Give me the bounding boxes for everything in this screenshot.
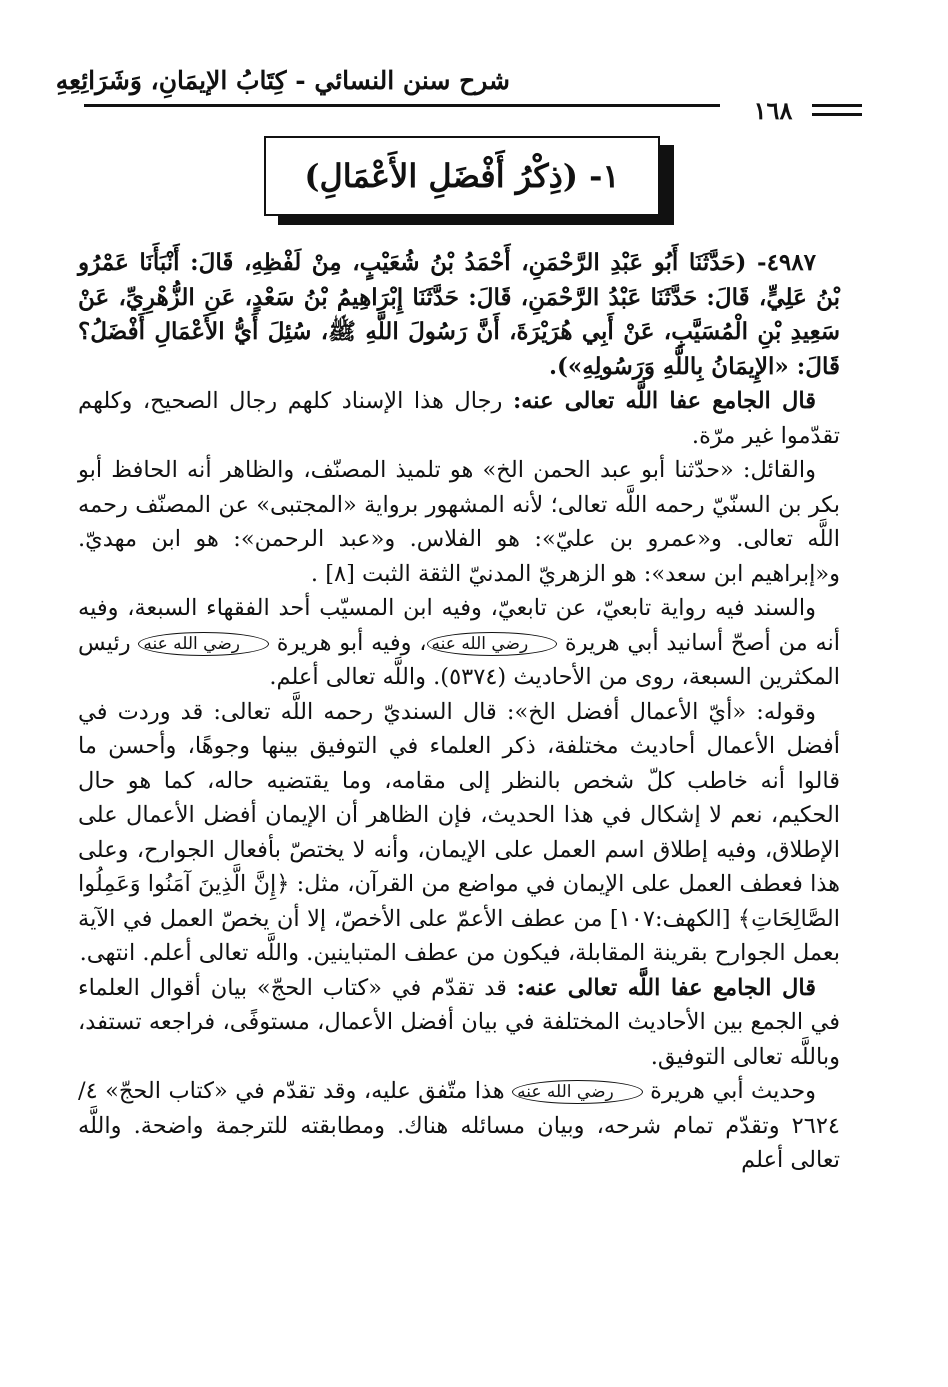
header-rule bbox=[84, 104, 720, 107]
hadith-text bbox=[78, 246, 840, 384]
running-title: شرح سنن النسائي - كِتَابُ الإيمَانِ، وَشَرَائِعِهِ bbox=[55, 66, 510, 95]
paragraph-text: وحديث أبي هريرة bbox=[650, 1078, 816, 1104]
compiler-lead: قال الجامع عفا اللَّه تعالى عنه: bbox=[516, 974, 817, 1001]
companion-seal-icon: رضي الله عنه bbox=[427, 632, 558, 656]
paragraph-speaker bbox=[78, 453, 840, 591]
prophet-salutation-seal: ﷺ bbox=[328, 318, 356, 345]
paragraph-text: والقائل: «حدّثنا أبو عبد الحمن الخ» هو تلميذ المصنّف، والظاهر أنه الحافظ أبو بكر بن السنّيّ رحمه اللَّه تعالى؛ لأنه المشهور برواية «المجتبى» عن المصنّف رحمه اللَّه تعالى. و«عمرو بن عليّ»: هو الفلاس. و«عبد الرحمن»: هو ابن مهديّ. و«إبراهيم ابن سعد»: هو الزهريّ المدنيّ الثقة الثبت [٨] . bbox=[78, 457, 840, 587]
page-number: ١٦٨ bbox=[753, 96, 793, 125]
paragraph-text: والسند فيه رواية تابعيّ، عن تابعيّ، وفيه ابن المسيّب أحد الفقهاء السبعة، وفيه أنه من أصحّ أسانيد أبي هريرة bbox=[78, 595, 841, 656]
paragraph-compiler-note bbox=[78, 971, 840, 1075]
paragraph-text: قد تقدّم في «كتاب الحجّ» بيان أقوال العلماء في الجمع بين الأحاديث المختلفة في بيان أفضل الأعمال، مستوفًى، فراجعه تستفد، وباللَّه تعالى التوفيق. bbox=[78, 974, 840, 1070]
paragraph-conclusion bbox=[78, 1074, 840, 1178]
body-text bbox=[78, 246, 840, 1178]
paragraph-text: رجال هذا الإسناد كلهم رجال الصحيح، وكلهم تقدّموا غير مرّة. bbox=[78, 388, 840, 449]
header-double-rule-top bbox=[812, 104, 862, 107]
hadith-matn: ، سُئِلَ أَيُّ الأَعْمَالِ أَفْضَلُ؟ قَالَ: «الإِيمَانُ بِاللَّهِ وَرَسُولِهِ»). bbox=[78, 318, 840, 380]
hadith-chain: - (حَدَّثَنَا أَبُو عَبْدِ الرَّحْمَنِ، أَحْمَدُ بْنُ شُعَيْبٍ، مِنْ لَفْظِهِ، قَالَ: أَنْبَأَنَا عَمْرُو بْنُ عَلِيٍّ، قَالَ: حَدَّثَنَا عَبْدُ الرَّحْمَنِ، قَالَ: حَدَّثَنَا إِبْرَاهِيمُ بْنُ سَعْدٍ، عَنِ الزُّهْرِيِّ، عَنْ سَعِيدِ بْنِ الْمُسَيَّبِ، عَنْ أَبِي هُرَيْرَةَ، أَنَّ رَسُولَ اللَّهِ bbox=[78, 249, 841, 345]
header-double-rule-bottom bbox=[812, 113, 862, 116]
paragraph-text: رئيس المكثرين السبعة، روى من الأحاديث (٥٣٧٤). واللَّه تعالى أعلم. bbox=[78, 629, 840, 690]
hadith-number: ٤٩٨٧ bbox=[766, 249, 816, 276]
chapter-box bbox=[264, 136, 660, 216]
paragraph-commentary bbox=[78, 695, 840, 971]
companion-seal-icon: رضي الله عنه bbox=[138, 632, 269, 656]
paragraph-narrators bbox=[78, 384, 840, 453]
paragraph-text: هذا متّفق عليه، وقد تقدّم في «كتاب الحجّ» ٤/ ٢٦٢٤ وتقدّم تمام شرحه، وبيان مسائله هناك. ومطابقته للترجمة واضحة. واللَّه تعالى أعلم bbox=[78, 1078, 840, 1173]
paragraph-text: ، وفيه أبو هريرة bbox=[276, 629, 427, 656]
paragraph-text: وقوله: «أيّ الأعمال أفضل الخ»: قال السنديّ رحمه اللَّه تعالى: قد وردت في أفضل الأعمال أحاديث مختلفة، ذكر العلماء في التوفيق بينها وجوهًا، وأحسن ما قالوا أنه خاطب كلّ شخص بالنظر إلى مقامه، وما يقتضيه حاله، كما هو حال الحكيم، نعم لا إشكال في هذا الحديث، فإن الظاهر أن الإيمان أفضل الأعمال على الإطلاق، وفيه إطلاق اسم العمل على الإيمان، وأنه لا يختصّ بأفعال الجوارح، وعلى هذا فعطف العمل على الإيمان في مواضع من القرآن، مثل: ﴿إِنَّ الَّذِينَ آمَنُوا وَعَمِلُوا الصَّالِحَاتِ﴾ [الكهف:١٠٧] من عطف الأعمّ على الأخصّ، إلا أن يخصّ العمل في الآية بعمل الجوارح بقرينة المقابلة، فيكون من عطف المتباينين. واللَّه تعالى أعلم. انتهى. bbox=[78, 698, 841, 966]
compiler-lead: قال الجامع عفا اللَّه تعالى عنه: bbox=[512, 388, 817, 414]
chapter-title: ١- (ذِكْرُ أَفْضَلِ الأَعْمَالِ) bbox=[304, 157, 620, 195]
companion-seal-icon: رضي الله عنه bbox=[512, 1080, 643, 1104]
paragraph-chain bbox=[78, 591, 840, 695]
